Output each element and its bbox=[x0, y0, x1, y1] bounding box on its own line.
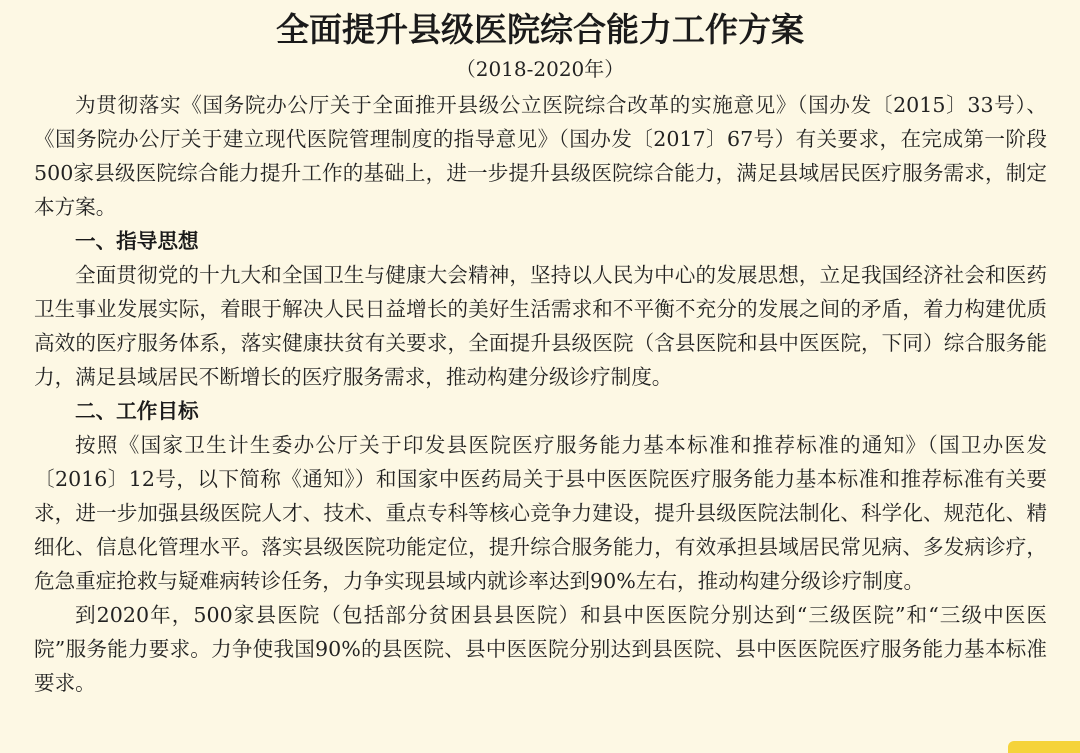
intro-paragraph: 为贯彻落实《国务院办公厅关于全面推开县级公立医院综合改革的实施意见》（国办发〔2015〕33号）、《国务院办公厅关于建立现代医院管理制度的指导意见》（国办发〔2017〕67号）有关要求，在完成第一阶段500家县级医院综合能力提升工作的基础上，进一步提升县级医院综合能力，满足县域居民医疗服务需求，制定本方案。 bbox=[34, 93, 1047, 219]
document-body bbox=[34, 88, 1047, 700]
document-title: 全面提升县级医院综合能力工作方案 bbox=[276, 10, 804, 49]
section-paragraph: 到2020年，500家县医院（包括部分贫困县县医院）和县中医医院分别达到“三级医院”和“三级中医医院”服务能力要求。力争使我国90%的县医院、县中医医院分别达到县医院、县中医医院医疗服务能力基本标准要求。 bbox=[34, 603, 1047, 695]
section-heading-guiding-ideology: 一、指导思想 bbox=[75, 229, 199, 253]
section-heading-work-goals: 二、工作目标 bbox=[75, 399, 199, 423]
document-subtitle: （2018-2020年） bbox=[455, 57, 625, 81]
section-paragraph: 全面贯彻党的十九大和全国卫生与健康大会精神，坚持以人民为中心的发展思想，立足我国经济社会和医药卫生事业发展实际，着眼于解决人民日益增长的美好生活需求和不平衡不充分的发展之间的矛盾，着力构建优质高效的医疗服务体系，落实健康扶贫有关要求，全面提升县级医院（含县医院和县中医医院，下同）综合服务能力，满足县域居民不断增长的医疗服务需求，推动构建分级诊疗制度。 bbox=[34, 263, 1047, 389]
corner-highlight-decoration bbox=[1008, 741, 1080, 753]
section-paragraph: 按照《国家卫生计生委办公厅关于印发县医院医疗服务能力基本标准和推荐标准的通知》（国卫办医发〔2016〕12号，以下简称《通知》）和国家中医药局关于县中医医院医疗服务能力基本标准和推荐标准有关要求，进一步加强县级医院人才、技术、重点专科等核心竞争力建设，提升县级医院法制化、科学化、规范化、精细化、信息化管理水平。落实县级医院功能定位，提升综合服务能力，有效承担县域居民常见病、多发病诊疗，危急重症抢救与疑难病转诊任务，力争实现县域内就诊率达到90%左右，推动构建分级诊疗制度。 bbox=[34, 433, 1047, 593]
